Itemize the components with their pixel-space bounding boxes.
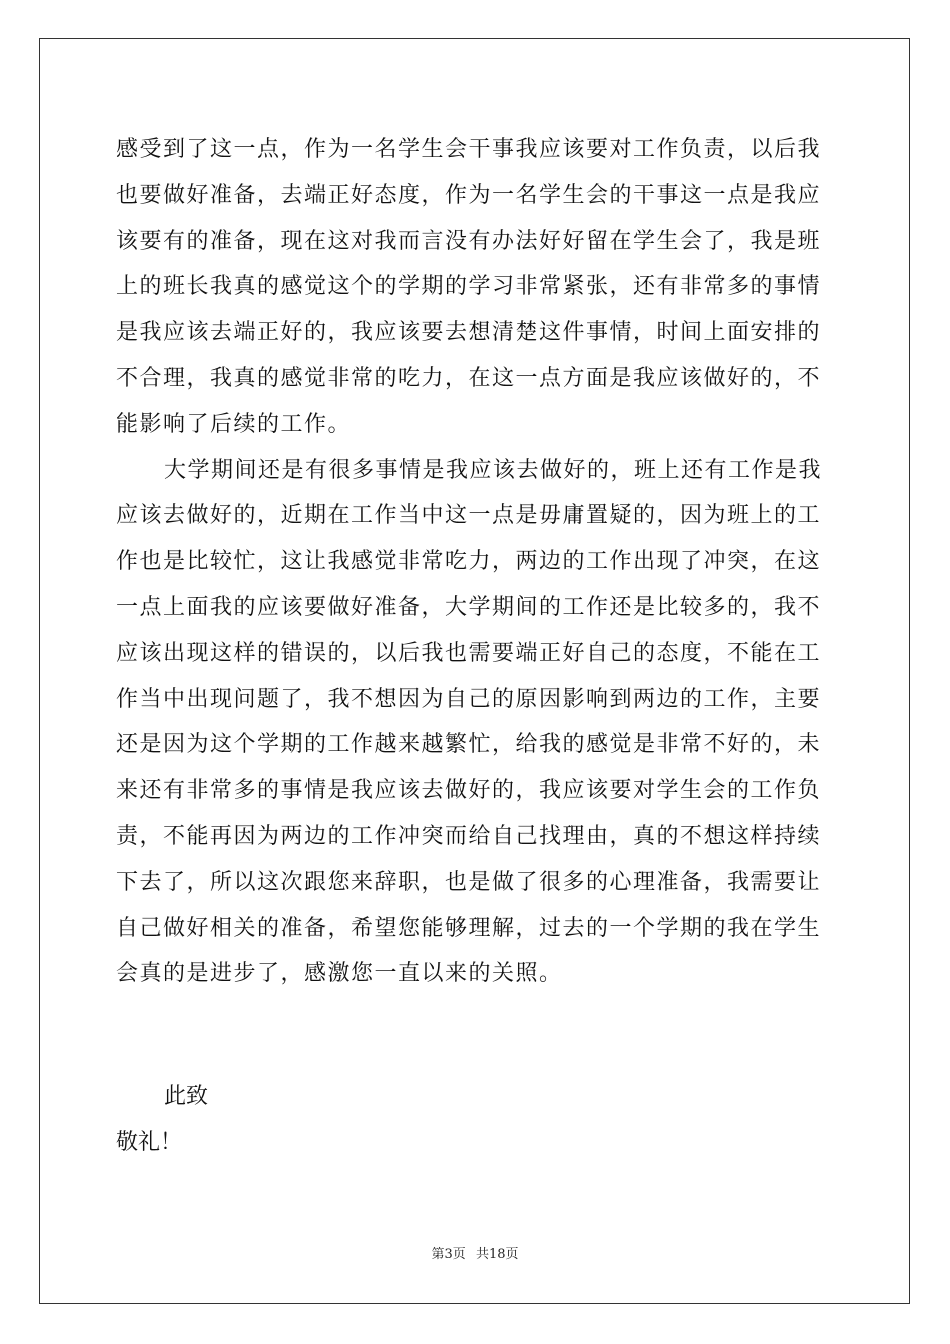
- text-line: 感受到了这一点，作为一名学生会干事我应该要对工作负责，以后我: [116, 137, 822, 162]
- text-line: 能影响了后续的工作。: [116, 411, 352, 437]
- closing-regards: 此致: [164, 1084, 209, 1109]
- text-line: 来还有非常多的事情是我应该去做好的，我应该要对学生会的工作负: [116, 778, 822, 804]
- text-line: 会真的是进步了，感激您一直以来的关照。: [116, 961, 563, 987]
- document-body: [116, 127, 836, 997]
- text-line: 一点上面我的应该要做好准备，大学期间的工作还是比较多的，我不: [116, 594, 822, 620]
- text-line: 大学期间还是有很多事情是我应该去做好的，班上还有工作是我: [164, 457, 823, 483]
- text-line: 作也是比较忙，这让我感觉非常吃力，两边的工作出现了冲突，在这: [116, 549, 822, 575]
- text-line: 应该去做好的，近期在工作当中这一点是毋庸置疑的，因为班上的工: [116, 503, 822, 529]
- text-line: 作当中出现问题了，我不想因为自己的原因影响到两边的工作，主要: [116, 686, 822, 712]
- text-line: 下去了，所以这次跟您来辞职，也是做了很多的心理准备，我需要让: [116, 869, 822, 895]
- page-number: 第3页: [431, 1247, 466, 1262]
- closing-salute: 敬礼！: [116, 1130, 183, 1155]
- text-line: 应该出现这样的错误的，以后我也需要端正好自己的态度，不能在工: [116, 640, 822, 666]
- text-line: 还是因为这个学期的工作越来越繁忙，给我的感觉是非常不好的，未: [116, 732, 822, 758]
- text-line: 责，不能再因为两边的工作冲突而给自己找理由，真的不想这样持续: [116, 823, 822, 849]
- text-line: 不合理，我真的感觉非常的吃力，在这一点方面是我应该做好的，不: [116, 365, 822, 391]
- page-footer: [0, 1246, 950, 1264]
- text-line: 是我应该去端正好的，我应该要去想清楚这件事情，时间上面安排的: [116, 320, 822, 346]
- page-total: 共18页: [475, 1247, 519, 1262]
- text-line: 也要做好准备，去端正好态度，作为一名学生会的干事这一点是我应: [116, 182, 822, 208]
- paragraph-1: [116, 127, 836, 448]
- text-line: 上的班长我真的感觉这个的学期的学习非常紧张，还有非常多的事情: [116, 274, 822, 300]
- text-line: 该要有的准备，现在这对我而言没有办法好好留在学生会了，我是班: [116, 228, 822, 254]
- paragraph-2: [116, 448, 836, 998]
- text-line: 自己做好相关的准备，希望您能够理解，过去的一个学期的我在学生: [116, 915, 822, 941]
